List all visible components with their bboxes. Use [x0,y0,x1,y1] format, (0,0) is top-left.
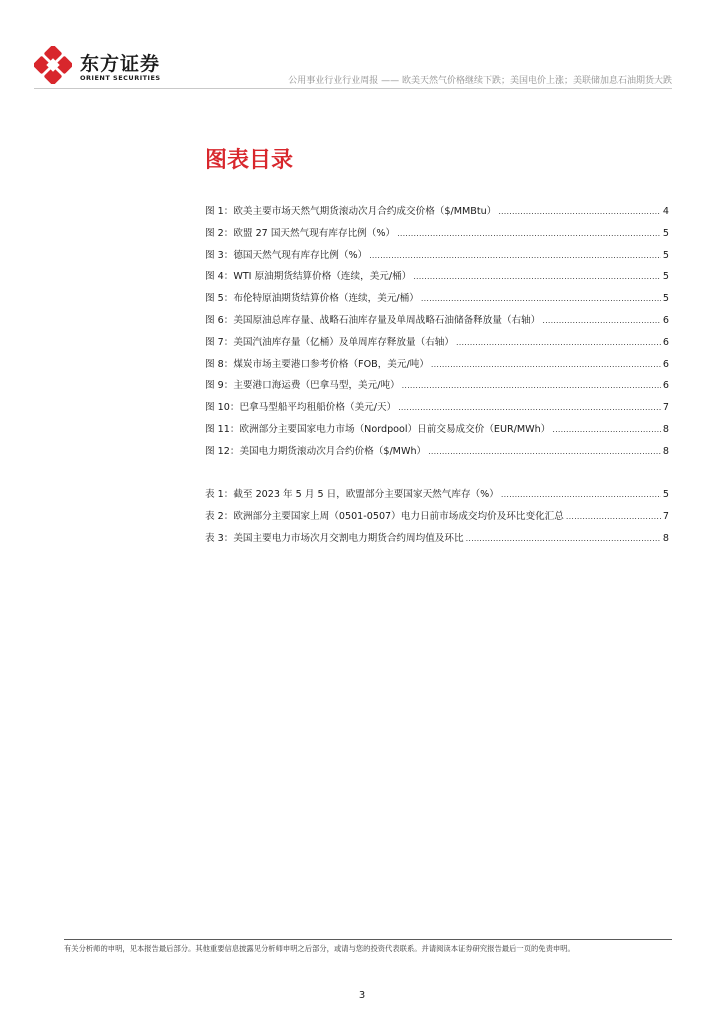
toc-leader-dots [501,490,661,499]
toc-entry-page: 6 [662,314,669,326]
toc-leader-dots [466,534,661,543]
report-title: 公用事业行业行业周报 —— 欧美天然气价格继续下跌；美国电价上涨；美联储加息石油期货大跌 [288,76,672,86]
brand-name-cn: 东方证券 [80,53,161,75]
toc-entry-label: 表 2：欧洲部分主要国家上周（0501-0507）电力日前市场成交均价及环比变化汇总 [205,510,564,522]
toc-title: 图表目录 [205,148,294,173]
toc-leader-dots [498,207,661,216]
toc-entry-label: 表 3：美国主要电力市场次月交割电力期货合约周均值及环比 [205,532,464,544]
page-number: 3 [358,990,366,1001]
brand-logo [34,46,174,86]
brand-name-en: ORIENT SECURITIES [80,74,161,82]
toc-entry-page: 4 [662,206,669,217]
toc-leader-dots [456,338,661,347]
toc-entry-page: 5 [662,249,669,261]
toc-entry-table-3[interactable] [205,530,669,552]
toc-entry-figure-4[interactable] [205,268,669,290]
toc-entry-page: 5 [662,227,669,239]
toc-entry-figure-1[interactable] [205,203,669,225]
toc-entry-page: 8 [662,423,669,435]
orient-securities-logo-icon [34,46,72,84]
toc-entry-figure-2[interactable] [205,225,669,247]
toc-entry-label: 图 9：主要港口海运费（巴拿马型，美元/吨） [205,380,400,392]
toc-entry-page: 7 [662,402,669,414]
toc-entry-page: 5 [662,293,669,305]
toc-entry-table-2[interactable] [205,508,669,530]
toc-leader-dots [402,381,661,390]
toc-entry-figure-10[interactable] [205,399,669,421]
header-divider [34,88,672,89]
toc-leader-dots [421,294,661,303]
toc-entry-label: 图 3：德国天然气现有库存比例（%） [205,249,368,261]
figure-list [205,203,669,465]
toc-leader-dots [398,403,661,412]
toc-leader-dots [542,316,661,325]
toc-entry-figure-3[interactable] [205,247,669,269]
toc-entry-label: 图 12：美国电力期货滚动次月合约价格（$/MWh） [205,445,427,457]
toc-entry-label: 图 5：布伦特原油期货结算价格（连续，美元/桶） [205,293,419,305]
toc-leader-dots [428,447,661,456]
toc-entry-page: 6 [662,358,669,370]
toc-entry-page: 6 [662,336,669,348]
toc-leader-dots [431,360,661,369]
toc-entry-label: 图 10：巴拿马型船平均租船价格（美元/天） [205,402,397,414]
toc-entry-figure-12[interactable] [205,443,669,465]
toc-leader-dots [369,251,661,260]
toc-entry-label: 图 2：欧盟 27 国天然气现有库存比例（%） [205,227,396,239]
toc-entry-figure-5[interactable] [205,290,669,312]
toc-entry-label: 图 11：欧洲部分主要国家电力市场（Nordpool）日前交易成交价（EUR/MWh） [205,423,551,435]
toc-entry-label: 图 8：煤炭市场主要港口参考价格（FOB，美元/吨） [205,358,429,370]
toc-leader-dots [566,512,661,521]
toc-entry-figure-8[interactable] [205,356,669,378]
footer-divider [64,939,672,940]
toc-entry-page: 5 [662,489,669,500]
toc-entry-figure-11[interactable] [205,421,669,443]
toc-entry-label: 表 1：截至 2023 年 5 月 5 日，欧盟部分主要国家天然气库存（%） [205,489,499,500]
toc-entry-figure-7[interactable] [205,334,669,356]
footer-disclaimer: 有关分析师的申明，见本报告最后部分。其他重要信息披露见分析师申明之后部分，或请与您的投资代表联系。并请阅读本证券研究报告最后一页的免责申明。 [64,944,575,953]
toc-entry-page: 8 [662,445,669,457]
toc-entry-table-1[interactable] [205,486,669,508]
toc-entry-page: 7 [662,510,669,522]
toc-entry-figure-9[interactable] [205,377,669,399]
toc-entry-label: 图 7：美国汽油库存量（亿桶）及单周库存释放量（右轴） [205,336,454,348]
toc-entry-page: 5 [662,271,669,283]
toc-entry-label: 图 1：欧美主要市场天然气期货滚动次月合约成交价格（$/MMBtu） [205,206,497,217]
toc-leader-dots [397,229,661,238]
toc-entry-page: 6 [662,380,669,392]
toc-leader-dots [552,425,661,434]
table-list [205,486,669,551]
toc-entry-page: 8 [662,532,669,544]
toc-leader-dots [413,272,661,281]
toc-entry-label: 图 6：美国原油总库存量、战略石油库存量及单周战略石油储备释放量（右轴） [205,314,541,326]
toc-entry-figure-6[interactable] [205,312,669,334]
toc-entry-label: 图 4：WTI 原油期货结算价格（连续，美元/桶） [205,271,412,283]
